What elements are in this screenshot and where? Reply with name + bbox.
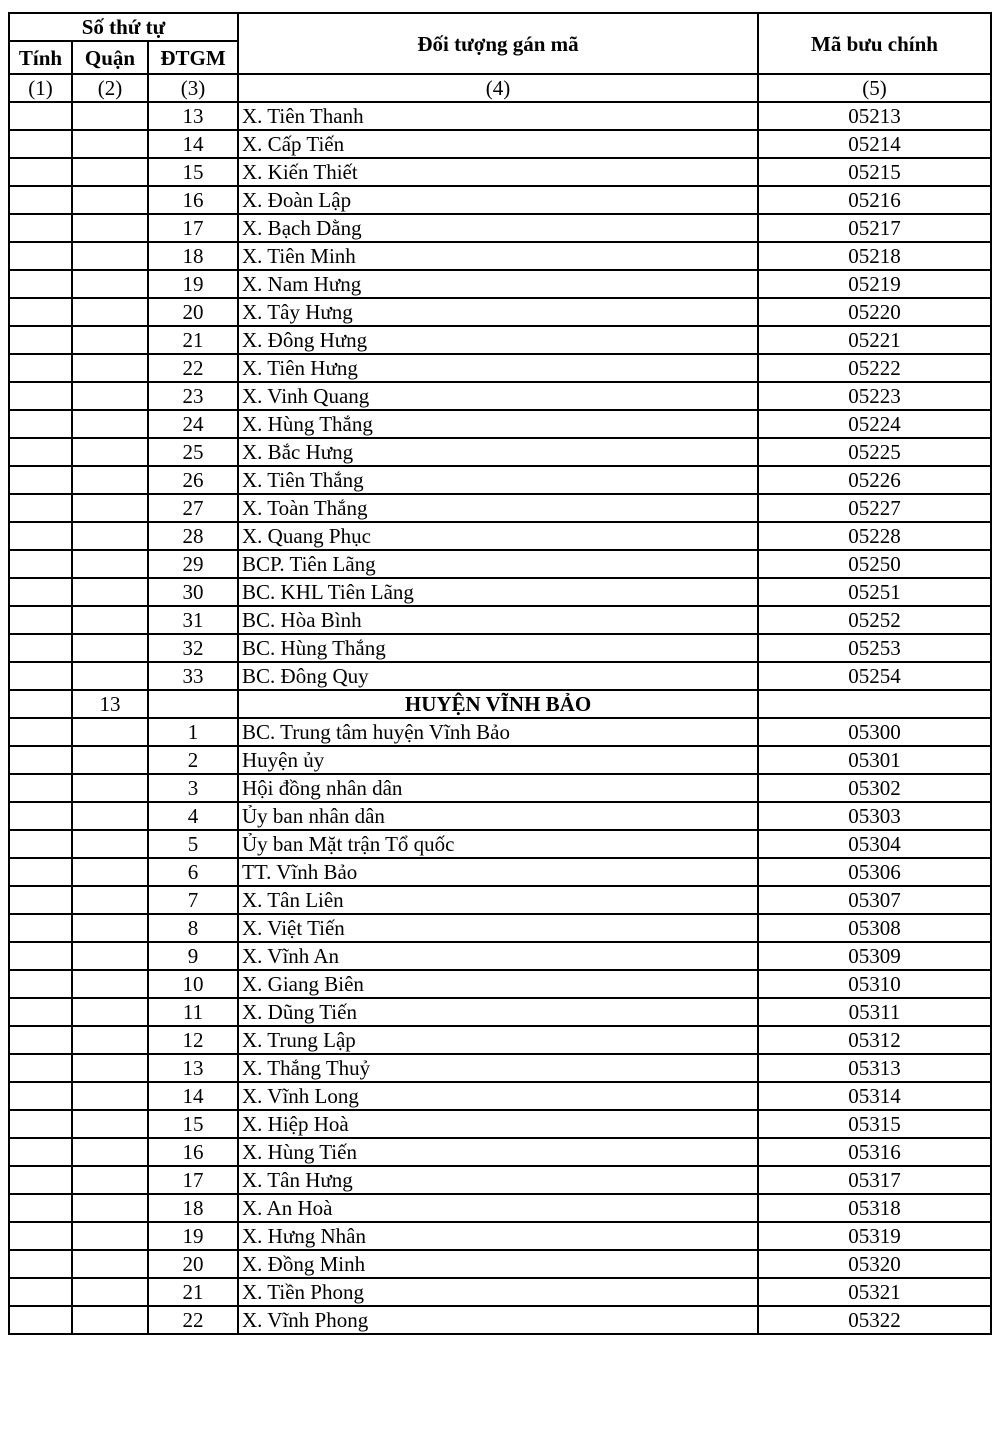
table-row bbox=[9, 1026, 991, 1054]
postal-code-cell: 05214 bbox=[758, 130, 991, 158]
dtgm-cell: 23 bbox=[148, 382, 238, 410]
postal-code-cell: 05215 bbox=[758, 158, 991, 186]
district-cell bbox=[72, 1222, 148, 1250]
postal-code-cell: 05224 bbox=[758, 410, 991, 438]
province-cell bbox=[9, 774, 72, 802]
dtgm-cell: 3 bbox=[148, 774, 238, 802]
province-cell bbox=[9, 494, 72, 522]
province-cell bbox=[9, 1138, 72, 1166]
district-cell bbox=[72, 746, 148, 774]
object-name-cell: X. Bạch Dằng bbox=[238, 214, 758, 242]
dtgm-cell: 14 bbox=[148, 1082, 238, 1110]
province-cell bbox=[9, 942, 72, 970]
dtgm-cell: 18 bbox=[148, 242, 238, 270]
dtgm-cell: 14 bbox=[148, 130, 238, 158]
province-cell bbox=[9, 326, 72, 354]
postal-code-cell: 05219 bbox=[758, 270, 991, 298]
postal-code-cell: 05250 bbox=[758, 550, 991, 578]
dtgm-cell: 13 bbox=[148, 1054, 238, 1082]
header-district: Quận bbox=[72, 41, 148, 74]
district-cell bbox=[72, 1026, 148, 1054]
district-cell bbox=[72, 802, 148, 830]
district-cell bbox=[72, 550, 148, 578]
object-name-cell: X. Đoàn Lập bbox=[238, 186, 758, 214]
object-name-cell: X. Việt Tiến bbox=[238, 914, 758, 942]
dtgm-cell: 17 bbox=[148, 214, 238, 242]
province-cell bbox=[9, 466, 72, 494]
object-name-cell: X. Vĩnh Phong bbox=[238, 1306, 758, 1334]
dtgm-cell: 15 bbox=[148, 158, 238, 186]
province-cell bbox=[9, 914, 72, 942]
province-cell bbox=[9, 690, 72, 718]
postal-code-cell: 05252 bbox=[758, 606, 991, 634]
district-cell bbox=[72, 942, 148, 970]
province-cell bbox=[9, 1082, 72, 1110]
object-name-cell: X. Tiên Thanh bbox=[238, 102, 758, 130]
table-row bbox=[9, 242, 991, 270]
province-cell bbox=[9, 270, 72, 298]
header-ordinal-group: Số thứ tự bbox=[9, 13, 238, 41]
province-cell bbox=[9, 102, 72, 130]
postal-code-cell: 05222 bbox=[758, 354, 991, 382]
postal-code-cell: 05220 bbox=[758, 298, 991, 326]
dtgm-cell: 16 bbox=[148, 186, 238, 214]
postal-code-cell: 05213 bbox=[758, 102, 991, 130]
dtgm-cell: 5 bbox=[148, 830, 238, 858]
postal-code-cell: 05223 bbox=[758, 382, 991, 410]
dtgm-cell: 11 bbox=[148, 998, 238, 1026]
dtgm-cell: 12 bbox=[148, 1026, 238, 1054]
object-name-cell: Hội đồng nhân dân bbox=[238, 774, 758, 802]
dtgm-cell: 17 bbox=[148, 1166, 238, 1194]
table-row bbox=[9, 298, 991, 326]
district-cell bbox=[72, 774, 148, 802]
postal-code-cell: 05302 bbox=[758, 774, 991, 802]
province-cell bbox=[9, 746, 72, 774]
object-name-cell: X. Tiền Phong bbox=[238, 1278, 758, 1306]
table-row bbox=[9, 802, 991, 830]
object-name-cell: X. Hùng Thắng bbox=[238, 410, 758, 438]
postal-code-cell: 05306 bbox=[758, 858, 991, 886]
postal-code-cell: 05303 bbox=[758, 802, 991, 830]
table-row bbox=[9, 858, 991, 886]
postal-code-cell: 05221 bbox=[758, 326, 991, 354]
province-cell bbox=[9, 382, 72, 410]
object-name-cell: BC. Trung tâm huyện Vĩnh Bảo bbox=[238, 718, 758, 746]
postal-code-cell: 05254 bbox=[758, 662, 991, 690]
postal-code-cell: 05228 bbox=[758, 522, 991, 550]
district-cell bbox=[72, 1306, 148, 1334]
postal-code-cell: 05251 bbox=[758, 578, 991, 606]
district-group-row bbox=[9, 690, 991, 718]
district-cell: 13 bbox=[72, 690, 148, 718]
district-cell bbox=[72, 858, 148, 886]
district-cell bbox=[72, 130, 148, 158]
district-cell bbox=[72, 578, 148, 606]
district-cell bbox=[72, 662, 148, 690]
district-cell bbox=[72, 970, 148, 998]
postal-code-cell: 05318 bbox=[758, 1194, 991, 1222]
table-row bbox=[9, 774, 991, 802]
province-cell bbox=[9, 242, 72, 270]
district-cell bbox=[72, 326, 148, 354]
object-name-cell: X. An Hoà bbox=[238, 1194, 758, 1222]
object-name-cell: X. Hiệp Hoà bbox=[238, 1110, 758, 1138]
table-row bbox=[9, 354, 991, 382]
table-row bbox=[9, 382, 991, 410]
postal-code-cell: 05225 bbox=[758, 438, 991, 466]
table-row bbox=[9, 1082, 991, 1110]
table-row bbox=[9, 1194, 991, 1222]
province-cell bbox=[9, 1054, 72, 1082]
object-name-cell: X. Hưng Nhân bbox=[238, 1222, 758, 1250]
table-row bbox=[9, 998, 991, 1026]
dtgm-cell: 27 bbox=[148, 494, 238, 522]
postal-code-cell: 05316 bbox=[758, 1138, 991, 1166]
table-row bbox=[9, 606, 991, 634]
object-name-cell: X. Giang Biên bbox=[238, 970, 758, 998]
province-cell bbox=[9, 662, 72, 690]
object-name-cell: BC. KHL Tiên Lãng bbox=[238, 578, 758, 606]
postal-code-cell: 05300 bbox=[758, 718, 991, 746]
table-row bbox=[9, 1250, 991, 1278]
district-cell bbox=[72, 522, 148, 550]
district-cell bbox=[72, 1250, 148, 1278]
province-cell bbox=[9, 130, 72, 158]
province-cell bbox=[9, 158, 72, 186]
column-number-4: (4) bbox=[238, 74, 758, 102]
header-province: Tính bbox=[9, 41, 72, 74]
district-cell bbox=[72, 494, 148, 522]
dtgm-cell: 13 bbox=[148, 102, 238, 130]
dtgm-cell: 28 bbox=[148, 522, 238, 550]
postal-code-cell: 05309 bbox=[758, 942, 991, 970]
object-name-cell: X. Kiến Thiết bbox=[238, 158, 758, 186]
postal-code-cell: 05217 bbox=[758, 214, 991, 242]
dtgm-cell: 19 bbox=[148, 270, 238, 298]
postal-code-cell: 05317 bbox=[758, 1166, 991, 1194]
province-cell bbox=[9, 606, 72, 634]
object-name-cell: BCP. Tiên Lãng bbox=[238, 550, 758, 578]
postal-code-cell bbox=[758, 690, 991, 718]
dtgm-cell: 10 bbox=[148, 970, 238, 998]
header-dtgm: ĐTGM bbox=[148, 41, 238, 74]
dtgm-cell: 2 bbox=[148, 746, 238, 774]
table-row bbox=[9, 578, 991, 606]
dtgm-cell: 25 bbox=[148, 438, 238, 466]
dtgm-cell: 31 bbox=[148, 606, 238, 634]
object-name-cell: X. Tiên Thắng bbox=[238, 466, 758, 494]
district-cell bbox=[72, 914, 148, 942]
table-row bbox=[9, 1054, 991, 1082]
postal-code-cell: 05226 bbox=[758, 466, 991, 494]
district-cell bbox=[72, 354, 148, 382]
postal-code-cell: 05216 bbox=[758, 186, 991, 214]
district-cell bbox=[72, 466, 148, 494]
postal-code-cell: 05301 bbox=[758, 746, 991, 774]
table-row bbox=[9, 1110, 991, 1138]
table-row bbox=[9, 1306, 991, 1334]
province-cell bbox=[9, 1110, 72, 1138]
object-name-cell: X. Tiên Minh bbox=[238, 242, 758, 270]
header-object: Đối tượng gán mã bbox=[238, 13, 758, 74]
table-row bbox=[9, 886, 991, 914]
province-cell bbox=[9, 522, 72, 550]
table-row bbox=[9, 718, 991, 746]
postal-code-cell: 05218 bbox=[758, 242, 991, 270]
object-name-cell: X. Tân Liên bbox=[238, 886, 758, 914]
table-row bbox=[9, 270, 991, 298]
table-row bbox=[9, 186, 991, 214]
province-cell bbox=[9, 718, 72, 746]
column-number-1: (1) bbox=[9, 74, 72, 102]
dtgm-cell: 26 bbox=[148, 466, 238, 494]
dtgm-cell: 9 bbox=[148, 942, 238, 970]
object-name-cell: X. Trung Lập bbox=[238, 1026, 758, 1054]
province-cell bbox=[9, 830, 72, 858]
dtgm-cell: 1 bbox=[148, 718, 238, 746]
postal-code-cell: 05310 bbox=[758, 970, 991, 998]
postal-code-cell: 05313 bbox=[758, 1054, 991, 1082]
dtgm-cell: 19 bbox=[148, 1222, 238, 1250]
dtgm-cell: 20 bbox=[148, 298, 238, 326]
header-postal-code: Mã bưu chính bbox=[758, 13, 991, 74]
postal-code-cell: 05319 bbox=[758, 1222, 991, 1250]
table-row bbox=[9, 522, 991, 550]
district-cell bbox=[72, 158, 148, 186]
table-row bbox=[9, 830, 991, 858]
table-row bbox=[9, 970, 991, 998]
province-cell bbox=[9, 1222, 72, 1250]
object-name-cell: X. Tây Hưng bbox=[238, 298, 758, 326]
province-cell bbox=[9, 1306, 72, 1334]
object-name-cell: X. Cấp Tiến bbox=[238, 130, 758, 158]
table-row bbox=[9, 550, 991, 578]
province-cell bbox=[9, 1026, 72, 1054]
province-cell bbox=[9, 438, 72, 466]
table-row bbox=[9, 942, 991, 970]
postal-code-table bbox=[8, 12, 992, 1335]
object-name-cell: BC. Hùng Thắng bbox=[238, 634, 758, 662]
object-name-cell: X. Vĩnh An bbox=[238, 942, 758, 970]
table-row bbox=[9, 1222, 991, 1250]
object-name-cell: HUYỆN VĨNH BẢO bbox=[238, 690, 758, 718]
object-name-cell: X. Vinh Quang bbox=[238, 382, 758, 410]
province-cell bbox=[9, 1166, 72, 1194]
object-name-cell: BC. Hòa Bình bbox=[238, 606, 758, 634]
table-row bbox=[9, 326, 991, 354]
district-cell bbox=[72, 410, 148, 438]
dtgm-cell: 21 bbox=[148, 326, 238, 354]
dtgm-cell: 4 bbox=[148, 802, 238, 830]
dtgm-cell: 15 bbox=[148, 1110, 238, 1138]
object-name-cell: X. Bắc Hưng bbox=[238, 438, 758, 466]
district-cell bbox=[72, 438, 148, 466]
postal-code-cell: 05315 bbox=[758, 1110, 991, 1138]
object-name-cell: X. Quang Phục bbox=[238, 522, 758, 550]
dtgm-cell: 22 bbox=[148, 354, 238, 382]
table-row bbox=[9, 494, 991, 522]
district-cell bbox=[72, 298, 148, 326]
province-cell bbox=[9, 410, 72, 438]
district-cell bbox=[72, 1138, 148, 1166]
table-row bbox=[9, 1166, 991, 1194]
district-cell bbox=[72, 214, 148, 242]
table-row bbox=[9, 914, 991, 942]
table-row bbox=[9, 158, 991, 186]
district-cell bbox=[72, 382, 148, 410]
postal-code-cell: 05227 bbox=[758, 494, 991, 522]
province-cell bbox=[9, 970, 72, 998]
province-cell bbox=[9, 1250, 72, 1278]
object-name-cell: TT. Vĩnh Bảo bbox=[238, 858, 758, 886]
district-cell bbox=[72, 102, 148, 130]
table-row bbox=[9, 1278, 991, 1306]
dtgm-cell: 20 bbox=[148, 1250, 238, 1278]
dtgm-cell: 30 bbox=[148, 578, 238, 606]
postal-code-cell: 05311 bbox=[758, 998, 991, 1026]
table-row bbox=[9, 438, 991, 466]
district-cell bbox=[72, 886, 148, 914]
dtgm-cell: 32 bbox=[148, 634, 238, 662]
dtgm-cell: 18 bbox=[148, 1194, 238, 1222]
object-name-cell: X. Toàn Thắng bbox=[238, 494, 758, 522]
district-cell bbox=[72, 242, 148, 270]
postal-code-cell: 05304 bbox=[758, 830, 991, 858]
district-cell bbox=[72, 998, 148, 1026]
province-cell bbox=[9, 1278, 72, 1306]
object-name-cell: X. Đồng Minh bbox=[238, 1250, 758, 1278]
column-number-3: (3) bbox=[148, 74, 238, 102]
province-cell bbox=[9, 186, 72, 214]
province-cell bbox=[9, 354, 72, 382]
table-row bbox=[9, 130, 991, 158]
district-cell bbox=[72, 606, 148, 634]
province-cell bbox=[9, 550, 72, 578]
object-name-cell: X. Vĩnh Long bbox=[238, 1082, 758, 1110]
province-cell bbox=[9, 298, 72, 326]
province-cell bbox=[9, 998, 72, 1026]
table-row bbox=[9, 410, 991, 438]
dtgm-cell bbox=[148, 690, 238, 718]
province-cell bbox=[9, 802, 72, 830]
province-cell bbox=[9, 634, 72, 662]
object-name-cell: Huyện ủy bbox=[238, 746, 758, 774]
district-cell bbox=[72, 1054, 148, 1082]
province-cell bbox=[9, 214, 72, 242]
dtgm-cell: 8 bbox=[148, 914, 238, 942]
table-row bbox=[9, 662, 991, 690]
object-name-cell: Ủy ban Mặt trận Tổ quốc bbox=[238, 830, 758, 858]
dtgm-cell: 16 bbox=[148, 1138, 238, 1166]
object-name-cell: Ủy ban nhân dân bbox=[238, 802, 758, 830]
postal-code-cell: 05314 bbox=[758, 1082, 991, 1110]
district-cell bbox=[72, 1278, 148, 1306]
table-row bbox=[9, 102, 991, 130]
table-row bbox=[9, 746, 991, 774]
postal-code-cell: 05321 bbox=[758, 1278, 991, 1306]
district-cell bbox=[72, 1110, 148, 1138]
district-cell bbox=[72, 1166, 148, 1194]
dtgm-cell: 33 bbox=[148, 662, 238, 690]
object-name-cell: X. Thắng Thuỷ bbox=[238, 1054, 758, 1082]
table-row bbox=[9, 1138, 991, 1166]
province-cell bbox=[9, 578, 72, 606]
district-cell bbox=[72, 1082, 148, 1110]
dtgm-cell: 7 bbox=[148, 886, 238, 914]
object-name-cell: BC. Đông Quy bbox=[238, 662, 758, 690]
object-name-cell: X. Đông Hưng bbox=[238, 326, 758, 354]
province-cell bbox=[9, 858, 72, 886]
district-cell bbox=[72, 634, 148, 662]
district-cell bbox=[72, 270, 148, 298]
object-name-cell: X. Nam Hưng bbox=[238, 270, 758, 298]
province-cell bbox=[9, 886, 72, 914]
table-row bbox=[9, 466, 991, 494]
object-name-cell: X. Tiên Hưng bbox=[238, 354, 758, 382]
column-number-5: (5) bbox=[758, 74, 991, 102]
table-row bbox=[9, 634, 991, 662]
dtgm-cell: 22 bbox=[148, 1306, 238, 1334]
dtgm-cell: 24 bbox=[148, 410, 238, 438]
dtgm-cell: 21 bbox=[148, 1278, 238, 1306]
district-cell bbox=[72, 1194, 148, 1222]
dtgm-cell: 29 bbox=[148, 550, 238, 578]
postal-code-cell: 05308 bbox=[758, 914, 991, 942]
province-cell bbox=[9, 1194, 72, 1222]
district-cell bbox=[72, 830, 148, 858]
postal-code-cell: 05322 bbox=[758, 1306, 991, 1334]
object-name-cell: X. Hùng Tiến bbox=[238, 1138, 758, 1166]
object-name-cell: X. Tân Hưng bbox=[238, 1166, 758, 1194]
column-number-2: (2) bbox=[72, 74, 148, 102]
dtgm-cell: 6 bbox=[148, 858, 238, 886]
postal-code-cell: 05312 bbox=[758, 1026, 991, 1054]
district-cell bbox=[72, 186, 148, 214]
table-body bbox=[9, 102, 991, 1334]
object-name-cell: X. Dũng Tiến bbox=[238, 998, 758, 1026]
postal-code-cell: 05307 bbox=[758, 886, 991, 914]
postal-code-cell: 05253 bbox=[758, 634, 991, 662]
district-cell bbox=[72, 718, 148, 746]
postal-code-cell: 05320 bbox=[758, 1250, 991, 1278]
table-row bbox=[9, 214, 991, 242]
